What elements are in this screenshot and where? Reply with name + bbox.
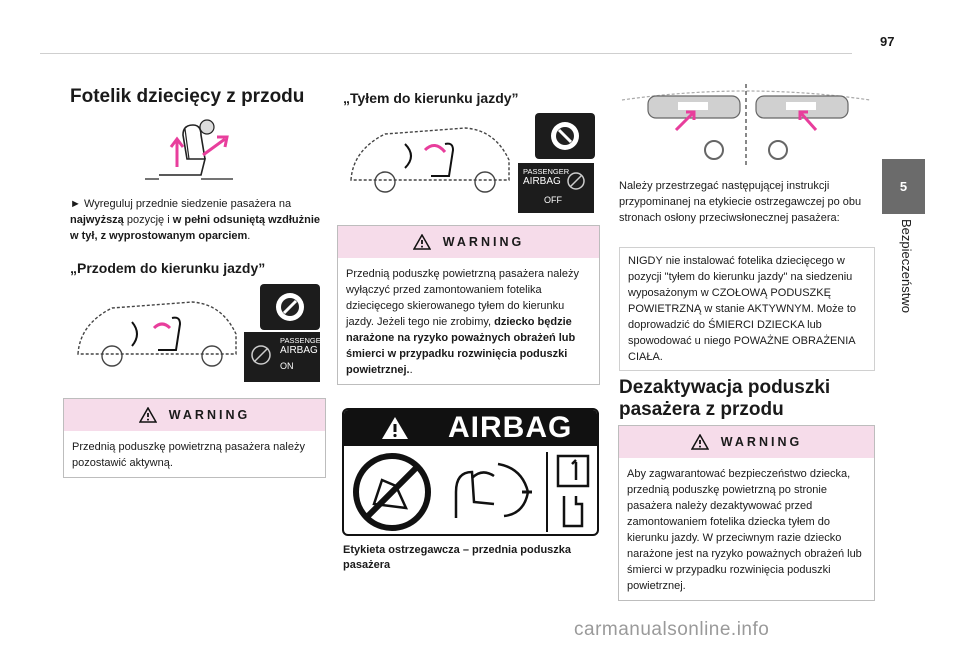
no-rear-facing-seat-icon xyxy=(352,452,432,532)
child xyxy=(154,324,170,328)
warning-text: Aby zagwarantować bezpieczeństwo dziecka, przednią poduszkę powietrzną po stronie pasażera należy dezaktywować przed zamontowaniem fotelika dziecka tyłem do kierunku jazdy. W przeciwnym razie dziecko narażone jest na ryzyko poważnych obrażeń lub śmierci w przypadku rozwinięcia poduszki powietrznej. xyxy=(627,468,862,592)
panel-state: OFF xyxy=(544,195,562,205)
label-divider xyxy=(546,452,548,532)
section-title: Fotelik dziecięcy z przodu xyxy=(70,86,305,107)
instruction-emphasis: w pełni odsuniętą wzdłużnie w tył xyxy=(70,214,321,242)
page-number: 97 xyxy=(880,34,895,49)
warning-header xyxy=(619,426,874,458)
warning-part: . xyxy=(409,364,413,376)
child xyxy=(425,145,445,152)
headrest xyxy=(200,120,214,134)
wheel-front xyxy=(102,346,122,366)
warning-box-deactivation xyxy=(618,425,875,601)
key-switch-icon xyxy=(272,289,308,325)
warning-title: WARNING xyxy=(442,235,525,249)
airbag-off-symbol-icon xyxy=(250,344,272,366)
intro-text: Należy przestrzegać następującej instrukcji przypominanej na etykiecie ostrzegawczej po obu stronach osłony przeciwsłonecznej pasażera: xyxy=(619,180,862,224)
steering-left xyxy=(705,141,723,159)
chapter-tab[interactable] xyxy=(882,159,925,214)
warning-text xyxy=(338,258,599,384)
warning-part: Przednią poduszkę powietrzną pasażera należy wyłączyć przed zamontowaniem fotelika dziecięcego skierowanego tyłem do kierunku jazdy. Jeżeli tego nie zrobimy, xyxy=(346,268,579,328)
watermark: carmanualsonline.info xyxy=(574,619,770,640)
sun-visor-illustration xyxy=(618,80,874,170)
warning-header xyxy=(64,399,325,431)
visor-left-label xyxy=(678,102,708,110)
warning-box-rear xyxy=(337,225,600,385)
label-airbag-word: AIRBAG xyxy=(448,411,573,444)
airbag-status-panel xyxy=(244,332,327,382)
front-facing-subtitle: „Przodem do kierunku jazdy” xyxy=(70,260,266,276)
car-front-facing-illustration xyxy=(72,294,242,370)
warning-emphasis: dziecko będzie narażone na ryzyko poważnych obrażeń lub śmierci w przypadku rozwinięcia poduszki powietrznej. xyxy=(346,316,576,376)
steering-right xyxy=(769,141,787,159)
column-front-facing xyxy=(70,60,326,108)
airbag-switch-panel xyxy=(260,284,320,330)
warning-title: WARNING xyxy=(168,408,251,422)
label-header xyxy=(344,410,597,446)
seat-outline xyxy=(159,125,205,175)
arrow-back xyxy=(203,137,227,155)
chapter-number: 5 xyxy=(899,179,908,194)
seat-airbag-deploy-icon xyxy=(442,452,542,532)
chapter-label: Bezpieczeństwo xyxy=(899,219,914,313)
warning-box-front xyxy=(63,398,326,478)
instruction-emphasis: najwyższą xyxy=(70,214,124,226)
visor-label-quote: NIGDY nie instalować fotelika dziecięcego w pozycji "tyłem do kierunku jazdy" na siedzeniu wyposażonym w CZOŁOWĄ PODUSZKĘ POWIETRZNĄ w stanie AKTYWNYM. Może to doprowadzić do ŚMIERCI DZIECKA lub spowodować u niego POWAŻNE OBRAŻENIA CIAŁA. xyxy=(619,247,875,371)
read-manual-icon xyxy=(554,452,594,532)
airbag-switch-panel-off xyxy=(535,113,595,159)
instruction-part: . xyxy=(247,230,251,242)
wheel-rear xyxy=(475,172,495,192)
label-warning-triangle-icon xyxy=(380,415,410,441)
warning-title: WARNING xyxy=(720,435,803,449)
wheel-rear xyxy=(202,346,222,366)
panel-line1: PASSENGER xyxy=(523,167,570,176)
airbag-off-symbol-icon xyxy=(566,171,586,191)
top-rule xyxy=(40,53,852,54)
panel-line1: PASSENGER xyxy=(280,336,327,345)
deactivation-title: Dezaktywacja poduszki pasażera z przodu xyxy=(619,377,831,420)
seat-adjust-illustration xyxy=(139,115,239,187)
warning-header xyxy=(338,226,599,258)
visor-right-label xyxy=(786,102,816,110)
warning-text: Przednią poduszkę powietrzną pasażera należy pozostawić aktywną. xyxy=(72,441,305,469)
airbag-status-panel-off xyxy=(518,163,594,213)
instruction-part: pozycję i xyxy=(123,214,173,226)
key-switch-icon xyxy=(547,118,583,154)
dashboard-arc xyxy=(132,322,137,346)
warning-triangle-icon xyxy=(691,434,709,450)
panel-line2: AIRBAG xyxy=(280,345,318,356)
panel-state: ON xyxy=(280,361,294,371)
instruction-part: Wyreguluj przednie siedzenie pasażera na xyxy=(83,198,292,210)
label-caption: Etykieta ostrzegawcza – przednia poduszka pasażera xyxy=(343,544,572,571)
bullet: ► xyxy=(70,198,81,210)
instruction-part: , xyxy=(94,230,101,242)
warning-triangle-icon xyxy=(413,234,431,250)
panel-line2: AIRBAG xyxy=(523,176,561,187)
wheel-front xyxy=(375,172,395,192)
dashboard-arc xyxy=(405,144,411,168)
warning-triangle-icon xyxy=(139,407,157,423)
airbag-warning-label xyxy=(342,408,599,536)
arrow-up xyxy=(171,139,183,167)
car-rear-facing-illustration xyxy=(345,120,515,196)
instruction-text xyxy=(70,196,326,244)
rear-facing-subtitle: „Tyłem do kierunku jazdy” xyxy=(343,90,519,106)
instruction-emphasis: z wyprostowanym oparciem xyxy=(100,230,248,242)
